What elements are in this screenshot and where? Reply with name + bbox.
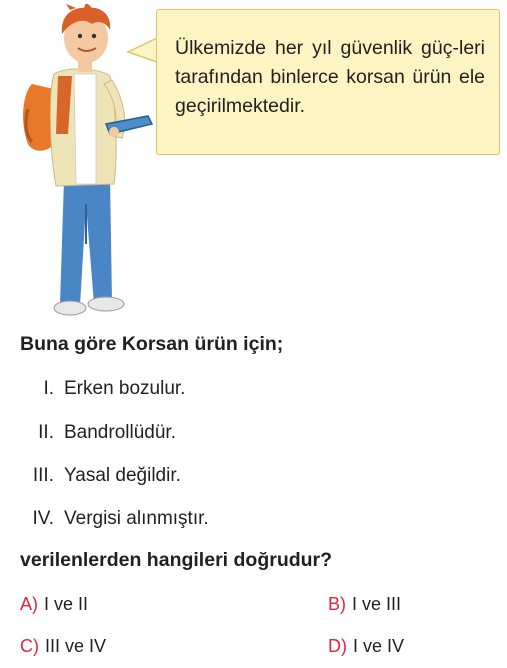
option-a[interactable] [20,594,88,615]
option-b[interactable] [328,594,401,615]
option-letter: D) [328,636,347,656]
option-letter: C) [20,636,39,656]
option-text: I ve III [352,594,402,614]
option-c[interactable] [20,636,106,657]
question-prompt: verilenlerden hangileri doğrudur? [20,549,333,571]
option-letter: A) [20,594,38,614]
statement-number: II. [38,422,54,443]
statement-4 [18,508,209,530]
statement-number: III. [32,465,54,486]
statement-text: Erken bozulur. [64,378,186,399]
statement-2 [18,422,176,444]
statement-3 [18,465,181,487]
speech-bubble-text: Ülkemizde her yıl güvenlik güç-leri tarafından binlerce korsan ürün ele geçirilmektedir. [175,37,485,117]
option-text: III ve IV [45,636,107,656]
statement-number: IV. [32,508,54,529]
question-stem: Buna göre Korsan ürün için; [20,333,284,355]
option-text: I ve II [44,594,89,614]
speech-bubble [156,9,500,155]
statement-text: Bandrollüdür. [64,422,176,443]
option-d[interactable] [328,636,404,657]
statement-text: Vergisi alınmıştır. [64,508,209,529]
option-letter: B) [328,594,346,614]
statement-number: I. [43,378,54,399]
option-text: I ve IV [353,636,405,656]
statement-1 [18,378,185,400]
statement-text: Yasal değildir. [64,465,181,486]
speech-bubble-tail [126,36,160,66]
